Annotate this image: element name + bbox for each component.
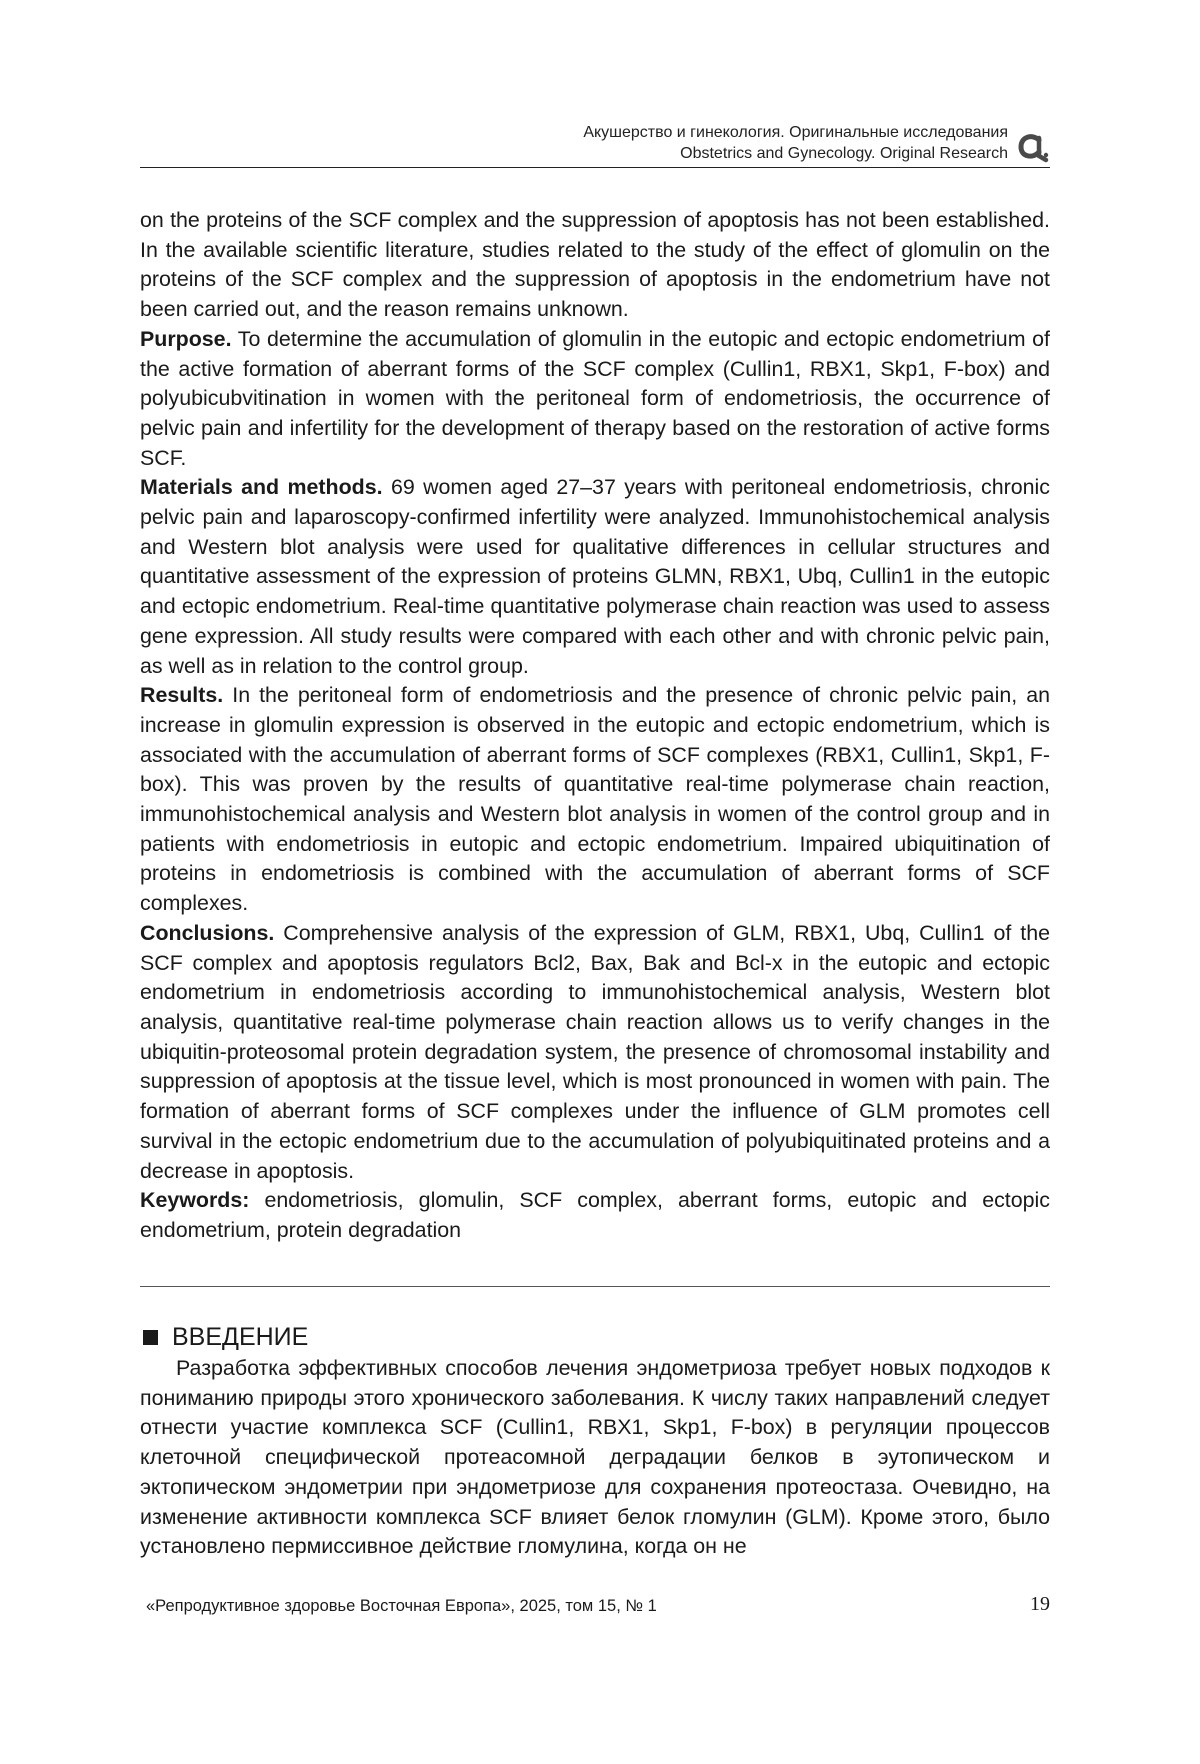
header-line-en: Obstetrics and Gynecology. Original Research bbox=[680, 145, 1008, 162]
footer-journal: «Репродуктивное здоровье Восточная Европа», 2025, том 15, № 1 bbox=[146, 1597, 657, 1615]
abstract bbox=[140, 206, 1050, 1246]
conclusions-text: Comprehensive analysis of the expression of GLM, RBX1, Ubq, Cullin1 of the SCF complex and apoptosis regulators Bcl2, Bax, Bak and Bcl-x in the eutopic and ectopic endometrium in endometriosis according to immunohistochemical analysis, Western blot analysis, quantitative real-time polymerase chain reaction allows us to verify changes in the ubiquitin-proteosomal protein degradation system, the presence of chromosomal instability and suppression of apoptosis at the tissue level, which is most pronounced in women with pain. The formation of aberrant forms of SCF complexes under the influence of GLM promotes cell survival in the ectopic endometrium due to the accumulation of polyubiquitinated proteins and a decrease in apoptosis. bbox=[140, 920, 1050, 1183]
intro-paragraph: Разработка эффективных способов лечения эндометриоза требует новых подходов к пониманию природы этого хронического заболевания. К числу таких направлений следует отнести участие комплекса SCF (Cullin1, RBX1, Skp1, F-box) в регуляции процессов клеточной специфической протеасомной деградации белков в эутопическом и эктопическом эндометрии при эндометриозе для сохранения протеостаза. Очевидно, на изменение активности комплекса SCF влияет белок гломулин (GLM). Кроме этого, было установлено пермиссивное действие гломулина, когда он не bbox=[140, 1356, 1050, 1559]
bullet-square-icon bbox=[143, 1330, 158, 1345]
section-title: ВВЕДЕНИЕ bbox=[172, 1323, 309, 1351]
keywords-label: Keywords: bbox=[140, 1188, 250, 1213]
purpose-text: To determine the accumulation of glomulin in the eutopic and ectopic endometrium of the active formation of aberrant forms of the SCF complex (Cullin1, RBX1, Skp1, F-box) and polyubicubvitination in women with the peritoneal form of endometriosis, the occurrence of pelvic pain and infertility for the development of therapy based on the restoration of active forms SCF. bbox=[140, 326, 1050, 470]
introduction-body bbox=[140, 1354, 1050, 1562]
page-number: 19 bbox=[1030, 1593, 1050, 1615]
header-line-ru: Акушерство и гинекология. Оригинальные исследования bbox=[583, 124, 1008, 141]
abstract-results bbox=[140, 681, 1050, 919]
methods-label: Materials and methods. bbox=[140, 475, 383, 500]
purpose-label: Purpose. bbox=[140, 326, 232, 351]
conclusions-label: Conclusions. bbox=[140, 920, 275, 945]
abstract-conclusions bbox=[140, 919, 1050, 1186]
journal-logo-icon bbox=[1016, 130, 1050, 164]
results-label: Results. bbox=[140, 683, 224, 708]
abstract-intro: on the proteins of the SCF complex and the suppression of apoptosis has not been established. In the available scientific literature, studies related to the study of the effect of glomulin on the proteins of the SCF complex and the suppression of apoptosis in the endometrium have not been carried out, and the reason remains unknown. bbox=[140, 208, 1050, 322]
header-text bbox=[140, 122, 1050, 164]
abstract-purpose bbox=[140, 325, 1050, 474]
section-divider bbox=[140, 1286, 1050, 1287]
running-header bbox=[140, 122, 1050, 168]
section-heading bbox=[140, 1322, 308, 1352]
methods-text: 69 women aged 27–37 years with peritoneal endometriosis, chronic pelvic pain and laparoscopy-confirmed infertility were analyzed. Immunohistochemical analysis and Western blot analysis were used for qualitative differences in cellular structures and quantitative assessment of the expression of proteins GLMN, RBX1, Ubq, Cullin1 in the eutopic and ectopic endometrium. Real-time quantitative polymerase chain reaction was used to assess gene expression. All study results were compared with each other and with chronic pelvic pain, as well as in relation to the control group. bbox=[140, 475, 1050, 678]
abstract-methods bbox=[140, 473, 1050, 681]
results-text: In the peritoneal form of endometriosis and the presence of chronic pelvic pain, an increase in glomulin expression is observed in the eutopic and ectopic endometrium, which is associated with the accumulation of aberrant forms of SCF complexes (RBX1, Cullin1, Skp1, F-box). This was proven by the results of quantitative real-time polymerase chain reaction, immunohistochemical analysis and Western blot analysis in women of the control group and in patients with endometriosis in eutopic and ectopic endometrium. Impaired ubiquitination of proteins in endometriosis is combined with the accumulation of aberrant forms of SCF complexes. bbox=[140, 683, 1050, 916]
keywords-text: endometriosis, glomulin, SCF complex, aberrant forms, eutopic and ectopic endometrium, protein degradation bbox=[140, 1188, 1050, 1242]
abstract-keywords bbox=[140, 1186, 1050, 1245]
